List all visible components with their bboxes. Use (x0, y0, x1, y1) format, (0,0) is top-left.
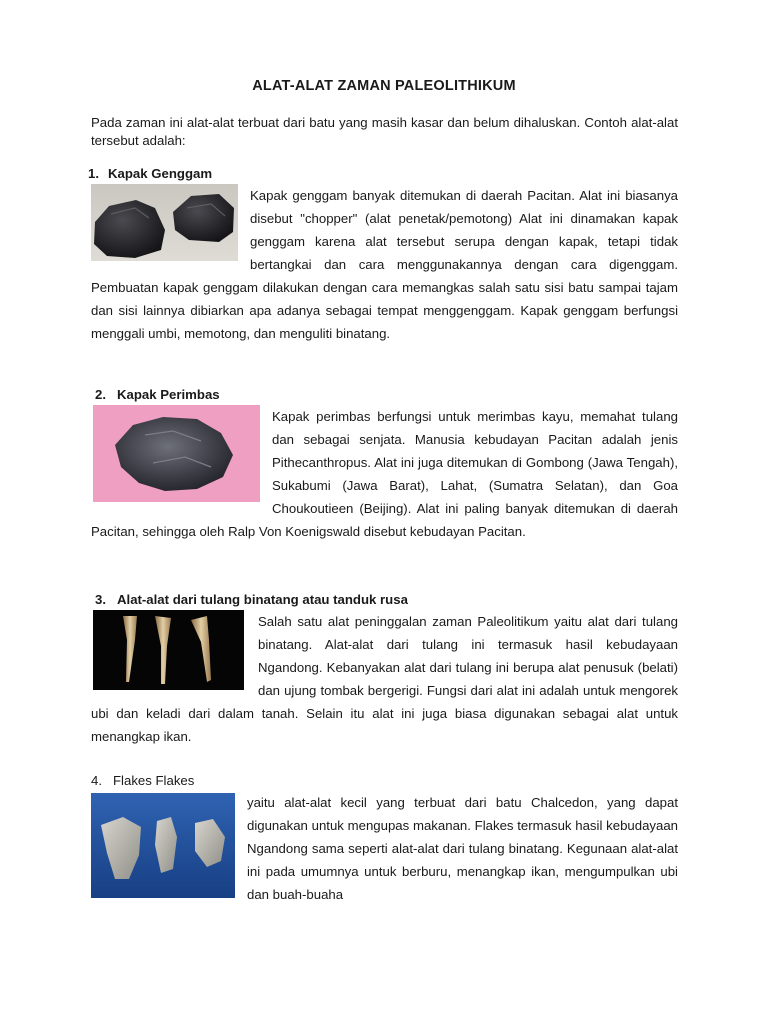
section-heading (88, 164, 678, 184)
alat-tulang-photo (93, 610, 244, 690)
section-title: Flakes Flakes (113, 773, 195, 788)
section-body: yaitu alat-alat kecil yang terbuat dari batu Chalcedon, yang dapat digunakan untuk mengupas makanan. Flakes termasuk hasil kebudayaan Ngandong sama seperti alat-alat dari tulang binatang. Kegunaan alat-alat ini pada umumnya untuk berburu, menangkap ikan, mengumpulkan ubi dan buah-buaha (91, 791, 678, 906)
section-kapak-perimbas (91, 385, 678, 543)
section-body: Kapak perimbas berfungsi untuk merimbas kayu, memahat tulang dan sebagai senjata. Manusia kebudayan Pacitan adalah jenis Pithecanthropus. Alat ini juga ditemukan di Gombong (Jawa Tengah), Sukabumi (Jawa Barat), Lahat, (Sumatra Selatan), dan Goa Choukoutieen (Beijing). Alat ini paling banyak ditemukan di daerah Pacitan, sehingga oleh Ralp Von Koenigswald disebut kebudayan Pacitan. (91, 405, 678, 543)
page-title: ALAT-ALAT ZAMAN PALEOLITHIKUM (252, 78, 516, 94)
section-number: 2. (95, 387, 106, 402)
section-title: Kapak Perimbas (117, 387, 220, 402)
section-title: Alat-alat dari tulang binatang atau tanduk rusa (117, 592, 408, 607)
section-heading (91, 590, 678, 610)
section-number: 1. (88, 166, 99, 181)
section-body: Kapak genggam banyak ditemukan di daerah Pacitan. Alat ini biasanya disebut "chopper" (alat penetak/pemotong) Alat ini dinamakan kapak genggam karena alat tersebut serupa dengan kapak, tetapi tidak bertangkai dan cara menggunakannya dengan cara digenggam. Pembuatan kapak genggam dilakukan dengan cara memangkas salah satu sisi batu sampai tajam dan sisi lainnya dibiarkan apa adanya sebagai tempat menggenggam. Kapak genggam berfungsi menggali umbi, memotong, dan menguliti binatang. (91, 184, 678, 345)
section-heading (91, 771, 678, 791)
section-flakes (91, 771, 678, 906)
section-kapak-genggam (88, 164, 678, 345)
kapak-genggam-photo (91, 184, 238, 261)
flakes-photo (91, 793, 235, 898)
kapak-perimbas-photo (93, 405, 260, 502)
section-number: 3. (95, 592, 106, 607)
section-heading (91, 385, 678, 405)
section-title: Kapak Genggam (108, 166, 213, 181)
section-body: Salah satu alat peninggalan zaman Paleolitikum yaitu alat dari tulang binatang. Alat-alat dari tulang ini termasuk hasil kebudayaan Ngandong. Kebanyakan alat dari tulang ini berupa alat penusuk (belati) dan ujung tombak bergerigi. Fungsi dari alat ini adalah untuk mengorek ubi dan keladi dari dalam tanah. Selain itu alat ini juga biasa digunakan sebagai alat untuk menangkap ikan. (91, 610, 678, 748)
intro-paragraph: Pada zaman ini alat-alat terbuat dari batu yang masih kasar dan belum dihaluskan. Contoh alat-alat tersebut adalah: (91, 115, 678, 148)
section-alat-tulang (91, 590, 678, 748)
section-number: 4. (91, 773, 102, 788)
